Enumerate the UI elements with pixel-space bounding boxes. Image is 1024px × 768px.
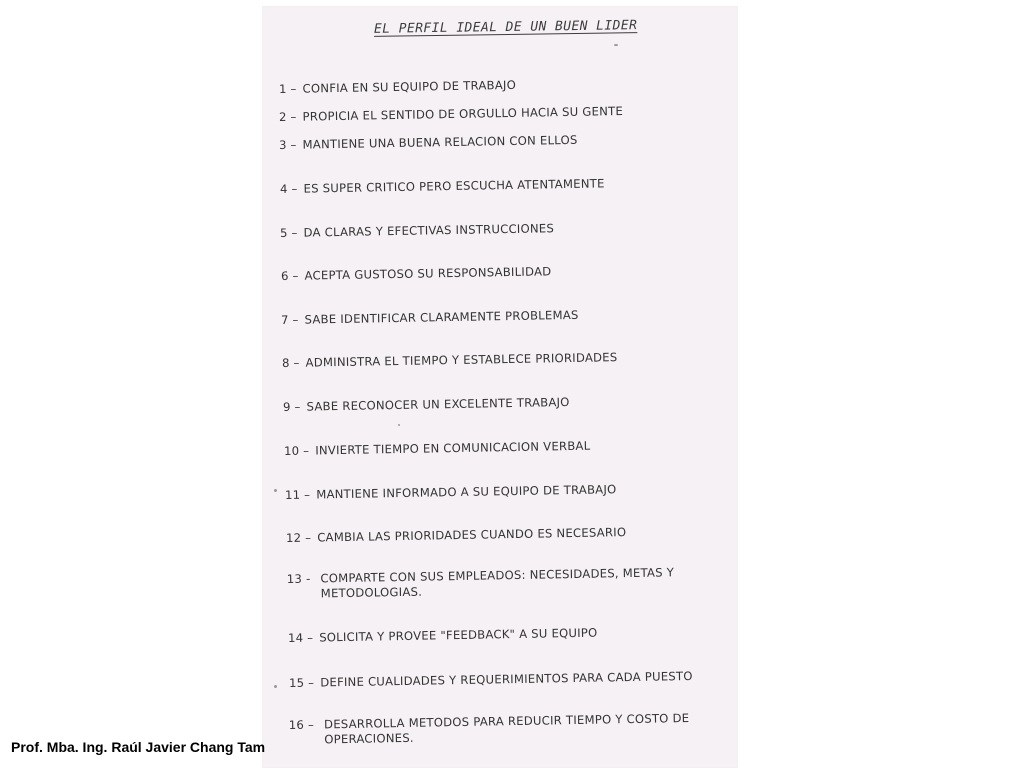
- scan-speck: [274, 685, 277, 688]
- item-number: 3 –: [278, 137, 297, 152]
- item-text: INVIERTE TIEMPO EN COMUNICACION VERBAL: [315, 438, 591, 458]
- item-number: 9 –: [282, 399, 301, 414]
- list-item: [280, 176, 605, 196]
- list-item: [279, 78, 516, 96]
- list-item: [286, 525, 627, 545]
- item-text: MANTIENE UNA BUENA RELACION CON ELLOS: [302, 132, 578, 152]
- item-number: 8 –: [281, 355, 300, 370]
- item-text: COMPARTE CON SUS EMPLEADOS: NECESIDADES, METAS Y METODOLOGIAS.: [320, 565, 675, 601]
- list-item: [282, 350, 618, 370]
- list-item: [287, 565, 707, 602]
- item-text: SABE RECONOCER UN EXCELENTE TRABAJO: [306, 394, 570, 414]
- list-item: [281, 308, 579, 327]
- document-title: EL PERFIL IDEAL DE UN BUEN LIDER: [373, 18, 638, 37]
- item-text: CAMBIA LAS PRIORIDADES CUANDO ES NECESARIO: [317, 525, 627, 545]
- item-text: CONFIA EN SU EQUIPO DE TRABAJO: [302, 77, 517, 96]
- item-number: 13 -: [286, 571, 311, 587]
- item-text: DA CLARAS Y EFECTIVAS INSTRUCCIONES: [303, 221, 555, 240]
- item-number: 1 –: [278, 81, 297, 96]
- item-number: 5 –: [279, 225, 298, 240]
- item-number: 10 –: [283, 443, 310, 458]
- item-text: PROPICIA EL SENTIDO DE ORGULLO HACIA SU GENTE: [302, 103, 624, 124]
- item-text: DESARROLLA METODOS PARA REDUCIR TIEMPO Y COSTO DE OPERACIONES.: [323, 711, 690, 747]
- list-item: [285, 482, 617, 502]
- item-number: 7 –: [280, 312, 299, 327]
- item-text: SOLICITA Y PROVEE "FEEDBACK" A SU EQUIPO: [319, 625, 598, 645]
- item-number: 15 –: [288, 675, 315, 690]
- item-text: MANTIENE INFORMADO A SU EQUIPO DE TRABAJO: [316, 482, 617, 502]
- item-number: 6 –: [280, 268, 299, 283]
- list-item: [283, 395, 570, 414]
- list-item: [284, 439, 591, 458]
- item-number: 12 –: [285, 530, 312, 545]
- list-item: [281, 264, 552, 283]
- item-text: ACEPTA GUSTOSO SU RESPONSABILIDAD: [304, 264, 552, 283]
- scan-speck: [274, 489, 277, 492]
- item-number: 11 –: [284, 487, 311, 502]
- list-item: [279, 104, 623, 124]
- item-number: 2 –: [278, 109, 297, 124]
- list-item: [279, 133, 578, 152]
- item-number: 14 –: [287, 630, 314, 645]
- scan-speck: [614, 44, 618, 46]
- item-text: ES SUPER CRITICO PERO ESCUCHA ATENTAMENTE: [303, 176, 605, 196]
- item-number: 4 –: [279, 181, 298, 196]
- list-item: [289, 710, 719, 748]
- item-number: 16 –: [288, 717, 315, 733]
- item-text: DEFINE CUALIDADES Y REQUERIMIENTOS PARA CADA PUESTO: [320, 668, 693, 690]
- scan-speck: [398, 424, 400, 426]
- list-item: [288, 626, 598, 645]
- list-item: [289, 669, 693, 690]
- author-credit: Prof. Mba. Ing. Raúl Javier Chang Tam: [11, 739, 266, 755]
- item-text: ADMINISTRA EL TIEMPO Y ESTABLECE PRIORIDADES: [305, 350, 618, 370]
- item-text: SABE IDENTIFICAR CLARAMENTE PROBLEMAS: [304, 307, 579, 327]
- list-item: [280, 221, 554, 240]
- scanned-document: [262, 6, 738, 768]
